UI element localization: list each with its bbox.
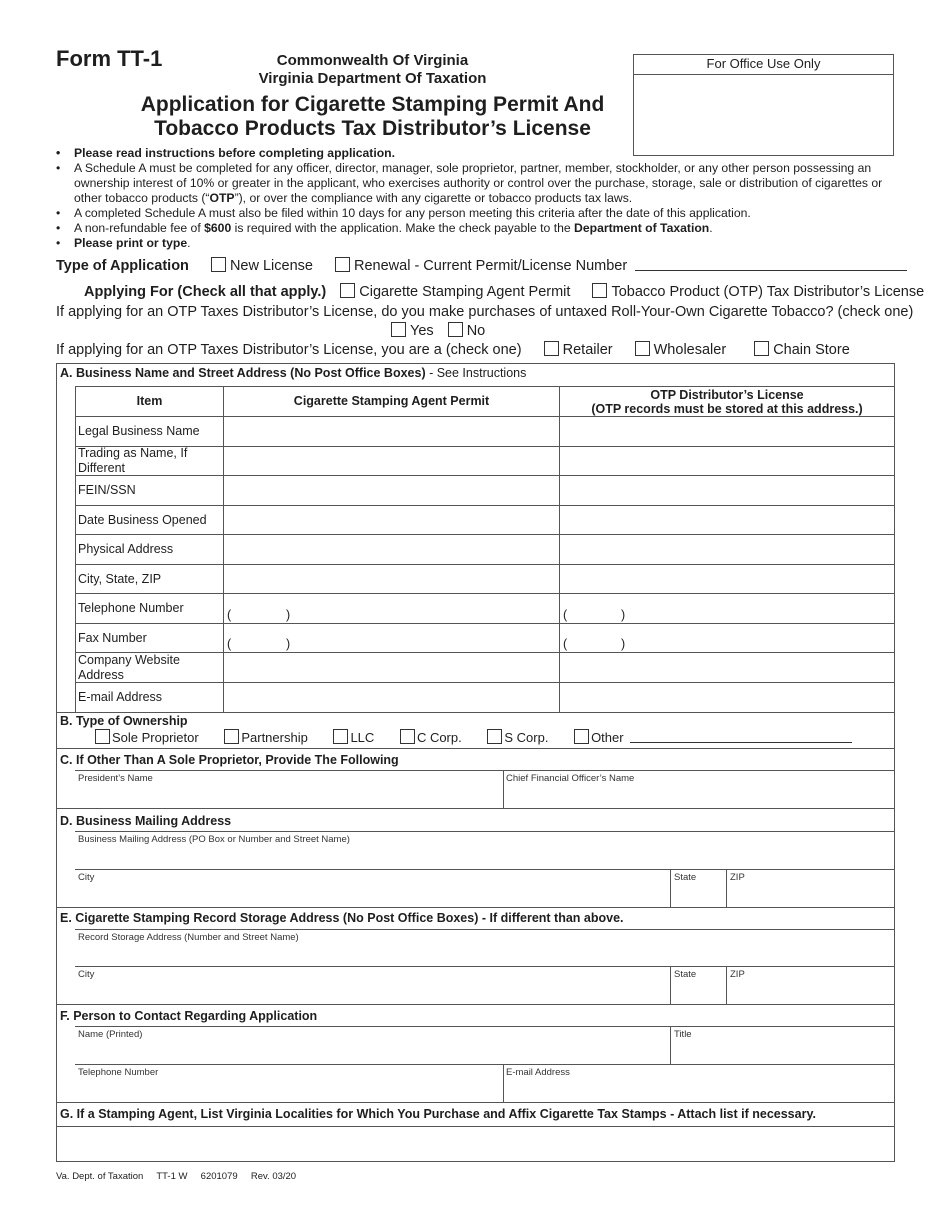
section-g-title: G. If a Stamping Agent, List Virginia Localities for Which You Purchase and Affix Cigarette Tax Stamps - Attach list if necessary.	[60, 1107, 816, 1121]
sole-proprietor-checkbox[interactable]	[95, 729, 110, 744]
storage-state-field[interactable]: State	[674, 969, 697, 980]
office-use-box	[633, 54, 894, 156]
instruction-4: • A non-refundable fee of $600 is required with the application. Make the check payable to the Department of Taxation.	[56, 221, 898, 236]
wholesaler-label: Wholesaler	[653, 342, 727, 358]
mailing-zip-field[interactable]: ZIP	[730, 872, 745, 883]
wholesaler-checkbox[interactable]	[635, 341, 650, 356]
otp-phone-paren-close: )	[621, 608, 626, 622]
agency-line-1: Commonwealth Of Virginia	[276, 52, 469, 69]
mailing-address-field[interactable]: Business Mailing Address (PO Box or Number and Street Name)	[78, 834, 350, 845]
mailing-city-field[interactable]: City	[78, 872, 95, 883]
retailer-checkbox[interactable]	[544, 341, 559, 356]
other-ownership-field[interactable]	[630, 730, 852, 743]
section-c-title: C. If Other Than A Sole Proprietor, Provide The Following	[60, 753, 399, 767]
row-label-trading-name: Trading as Name, If Different	[78, 446, 188, 475]
cigarette-permit-checkbox[interactable]	[340, 283, 355, 298]
s-corp-label: S Corp.	[504, 730, 549, 745]
application-type-row	[56, 256, 907, 274]
form-left-border	[56, 363, 57, 1162]
agency-line-2: Virginia Department Of Taxation	[258, 70, 487, 87]
cig-fax-paren-close: )	[286, 637, 291, 651]
instructions-list	[56, 146, 898, 251]
column-header-otp: OTP Distributor’s License	[650, 388, 804, 402]
storage-city-field[interactable]: City	[78, 969, 95, 980]
otp-fax-paren-close: )	[621, 637, 626, 651]
row-label-email: E-mail Address	[78, 690, 163, 704]
c-corp-label: C Corp.	[416, 730, 462, 745]
contact-title-field[interactable]: Title	[674, 1029, 692, 1040]
c-corp-checkbox[interactable]	[400, 729, 415, 744]
otp-license-checkbox[interactable]	[592, 283, 607, 298]
row-label-physical-address: Physical Address	[78, 542, 174, 556]
cfo-name-field[interactable]: Chief Financial Officer’s Name	[506, 773, 635, 784]
application-type-label: Type of Application	[56, 258, 189, 274]
section-b-title: B. Type of Ownership	[60, 714, 188, 728]
ryo-question: If applying for an OTP Taxes Distributor’s License, do you make purchases of untaxed Roll-Your-Own Cigarette Tobacco? (check one)	[56, 304, 914, 320]
ryo-yes-label: Yes	[410, 323, 434, 339]
renewal-label: Renewal - Current Permit/License Number	[354, 258, 628, 274]
distributor-type-row	[56, 341, 850, 358]
ryo-yes-checkbox[interactable]	[391, 322, 406, 337]
otp-phone-paren-open: (	[563, 608, 568, 622]
s-corp-checkbox[interactable]	[487, 729, 502, 744]
column-header-item: Item	[136, 394, 163, 408]
llc-label: LLC	[350, 730, 375, 745]
instruction-5: • Please print or type.	[56, 236, 898, 251]
llc-checkbox[interactable]	[333, 729, 348, 744]
distributor-type-question: If applying for an OTP Taxes Distributor’s License, you are a (check one)	[56, 342, 522, 358]
retailer-label: Retailer	[562, 342, 613, 358]
president-name-field[interactable]: President’s Name	[78, 773, 153, 784]
section-d-title: D. Business Mailing Address	[60, 814, 232, 828]
form-id: Form TT-1	[56, 46, 163, 71]
column-header-cigarette: Cigarette Stamping Agent Permit	[293, 394, 490, 408]
instruction-2: • A Schedule A must be completed for any officer, director, manager, sole proprietor, partner, member, stockholder, or any other person possessing an ownership interest of 10% or greater in the applicant, who exercises authority or control over the purchase, storage, sale or distribution of cigarettes or other tobacco products (“OTP”), or over the compliance with any cigarette or tobacco products tax laws.	[56, 161, 898, 206]
license-number-field[interactable]	[635, 256, 907, 271]
contact-name-field[interactable]: Name (Printed)	[78, 1029, 143, 1040]
partnership-label: Partnership	[241, 730, 308, 745]
ownership-options	[95, 729, 852, 745]
chain-store-label: Chain Store	[773, 342, 850, 358]
cig-phone-paren-close: )	[286, 608, 291, 622]
localities-field[interactable]	[57, 1127, 894, 1161]
cig-phone-paren-open: (	[227, 608, 232, 622]
instruction-3: • A completed Schedule A must also be filed within 10 days for any person meeting this criteria after the date of this application.	[56, 206, 898, 221]
otp-fax-paren-open: (	[563, 637, 568, 651]
form-footer: Va. Dept. of Taxation TT-1 W 6201079 Rev. 03/20	[56, 1171, 297, 1182]
form-title-line-2: Tobacco Products Tax Distributor’s License	[154, 117, 591, 140]
row-label-date-opened: Date Business Opened	[78, 513, 207, 527]
row-label-telephone: Telephone Number	[78, 601, 184, 615]
row-label-fein: FEIN/SSN	[78, 483, 136, 497]
cig-fax-paren-open: (	[227, 637, 232, 651]
new-license-label: New License	[229, 258, 313, 274]
contact-phone-field[interactable]: Telephone Number	[78, 1067, 159, 1078]
form-top-border	[56, 363, 895, 364]
form-title-line-1: Application for Cigarette Stamping Permit And	[140, 93, 605, 116]
instruction-1: • Please read instructions before completing application.	[56, 146, 898, 161]
otp-license-label: Tobacco Product (OTP) Tax Distributor’s License	[611, 284, 925, 300]
storage-address-field[interactable]: Record Storage Address (Number and Street Name)	[78, 932, 299, 943]
form-right-border	[894, 363, 895, 1162]
ryo-no-label: No	[466, 323, 486, 339]
applying-for-label: Applying For (Check all that apply.)	[84, 284, 327, 300]
row-label-fax: Fax Number	[78, 631, 147, 645]
ryo-answer-row	[391, 322, 485, 339]
contact-email-field[interactable]: E-mail Address	[506, 1067, 570, 1078]
chain-store-checkbox[interactable]	[754, 341, 769, 356]
renewal-checkbox[interactable]	[335, 257, 350, 272]
mailing-state-field[interactable]: State	[674, 872, 697, 883]
sole-proprietor-label: Sole Proprietor	[112, 730, 199, 745]
section-e-title: E. Cigarette Stamping Record Storage Address (No Post Office Boxes) - If different than above.	[60, 911, 624, 925]
row-label-legal-name: Legal Business Name	[78, 424, 200, 438]
other-checkbox[interactable]	[574, 729, 589, 744]
section-a-title: A. Business Name and Street Address (No Post Office Boxes) - See Instructions	[60, 366, 527, 380]
cigarette-permit-label: Cigarette Stamping Agent Permit	[359, 284, 571, 300]
storage-zip-field[interactable]: ZIP	[730, 969, 745, 980]
ryo-no-checkbox[interactable]	[448, 322, 463, 337]
column-header-otp-note: (OTP records must be stored at this address.)	[591, 402, 863, 416]
section-f-title: F. Person to Contact Regarding Application	[60, 1009, 318, 1023]
row-label-website: Company Website Address	[78, 653, 180, 682]
office-use-label: For Office Use Only	[634, 55, 893, 75]
new-license-checkbox[interactable]	[211, 257, 226, 272]
other-label: Other	[591, 730, 624, 745]
partnership-checkbox[interactable]	[224, 729, 239, 744]
row-label-city-state-zip: City, State, ZIP	[78, 572, 162, 586]
form-bottom-border	[56, 1161, 895, 1162]
applying-for-row	[84, 283, 924, 300]
